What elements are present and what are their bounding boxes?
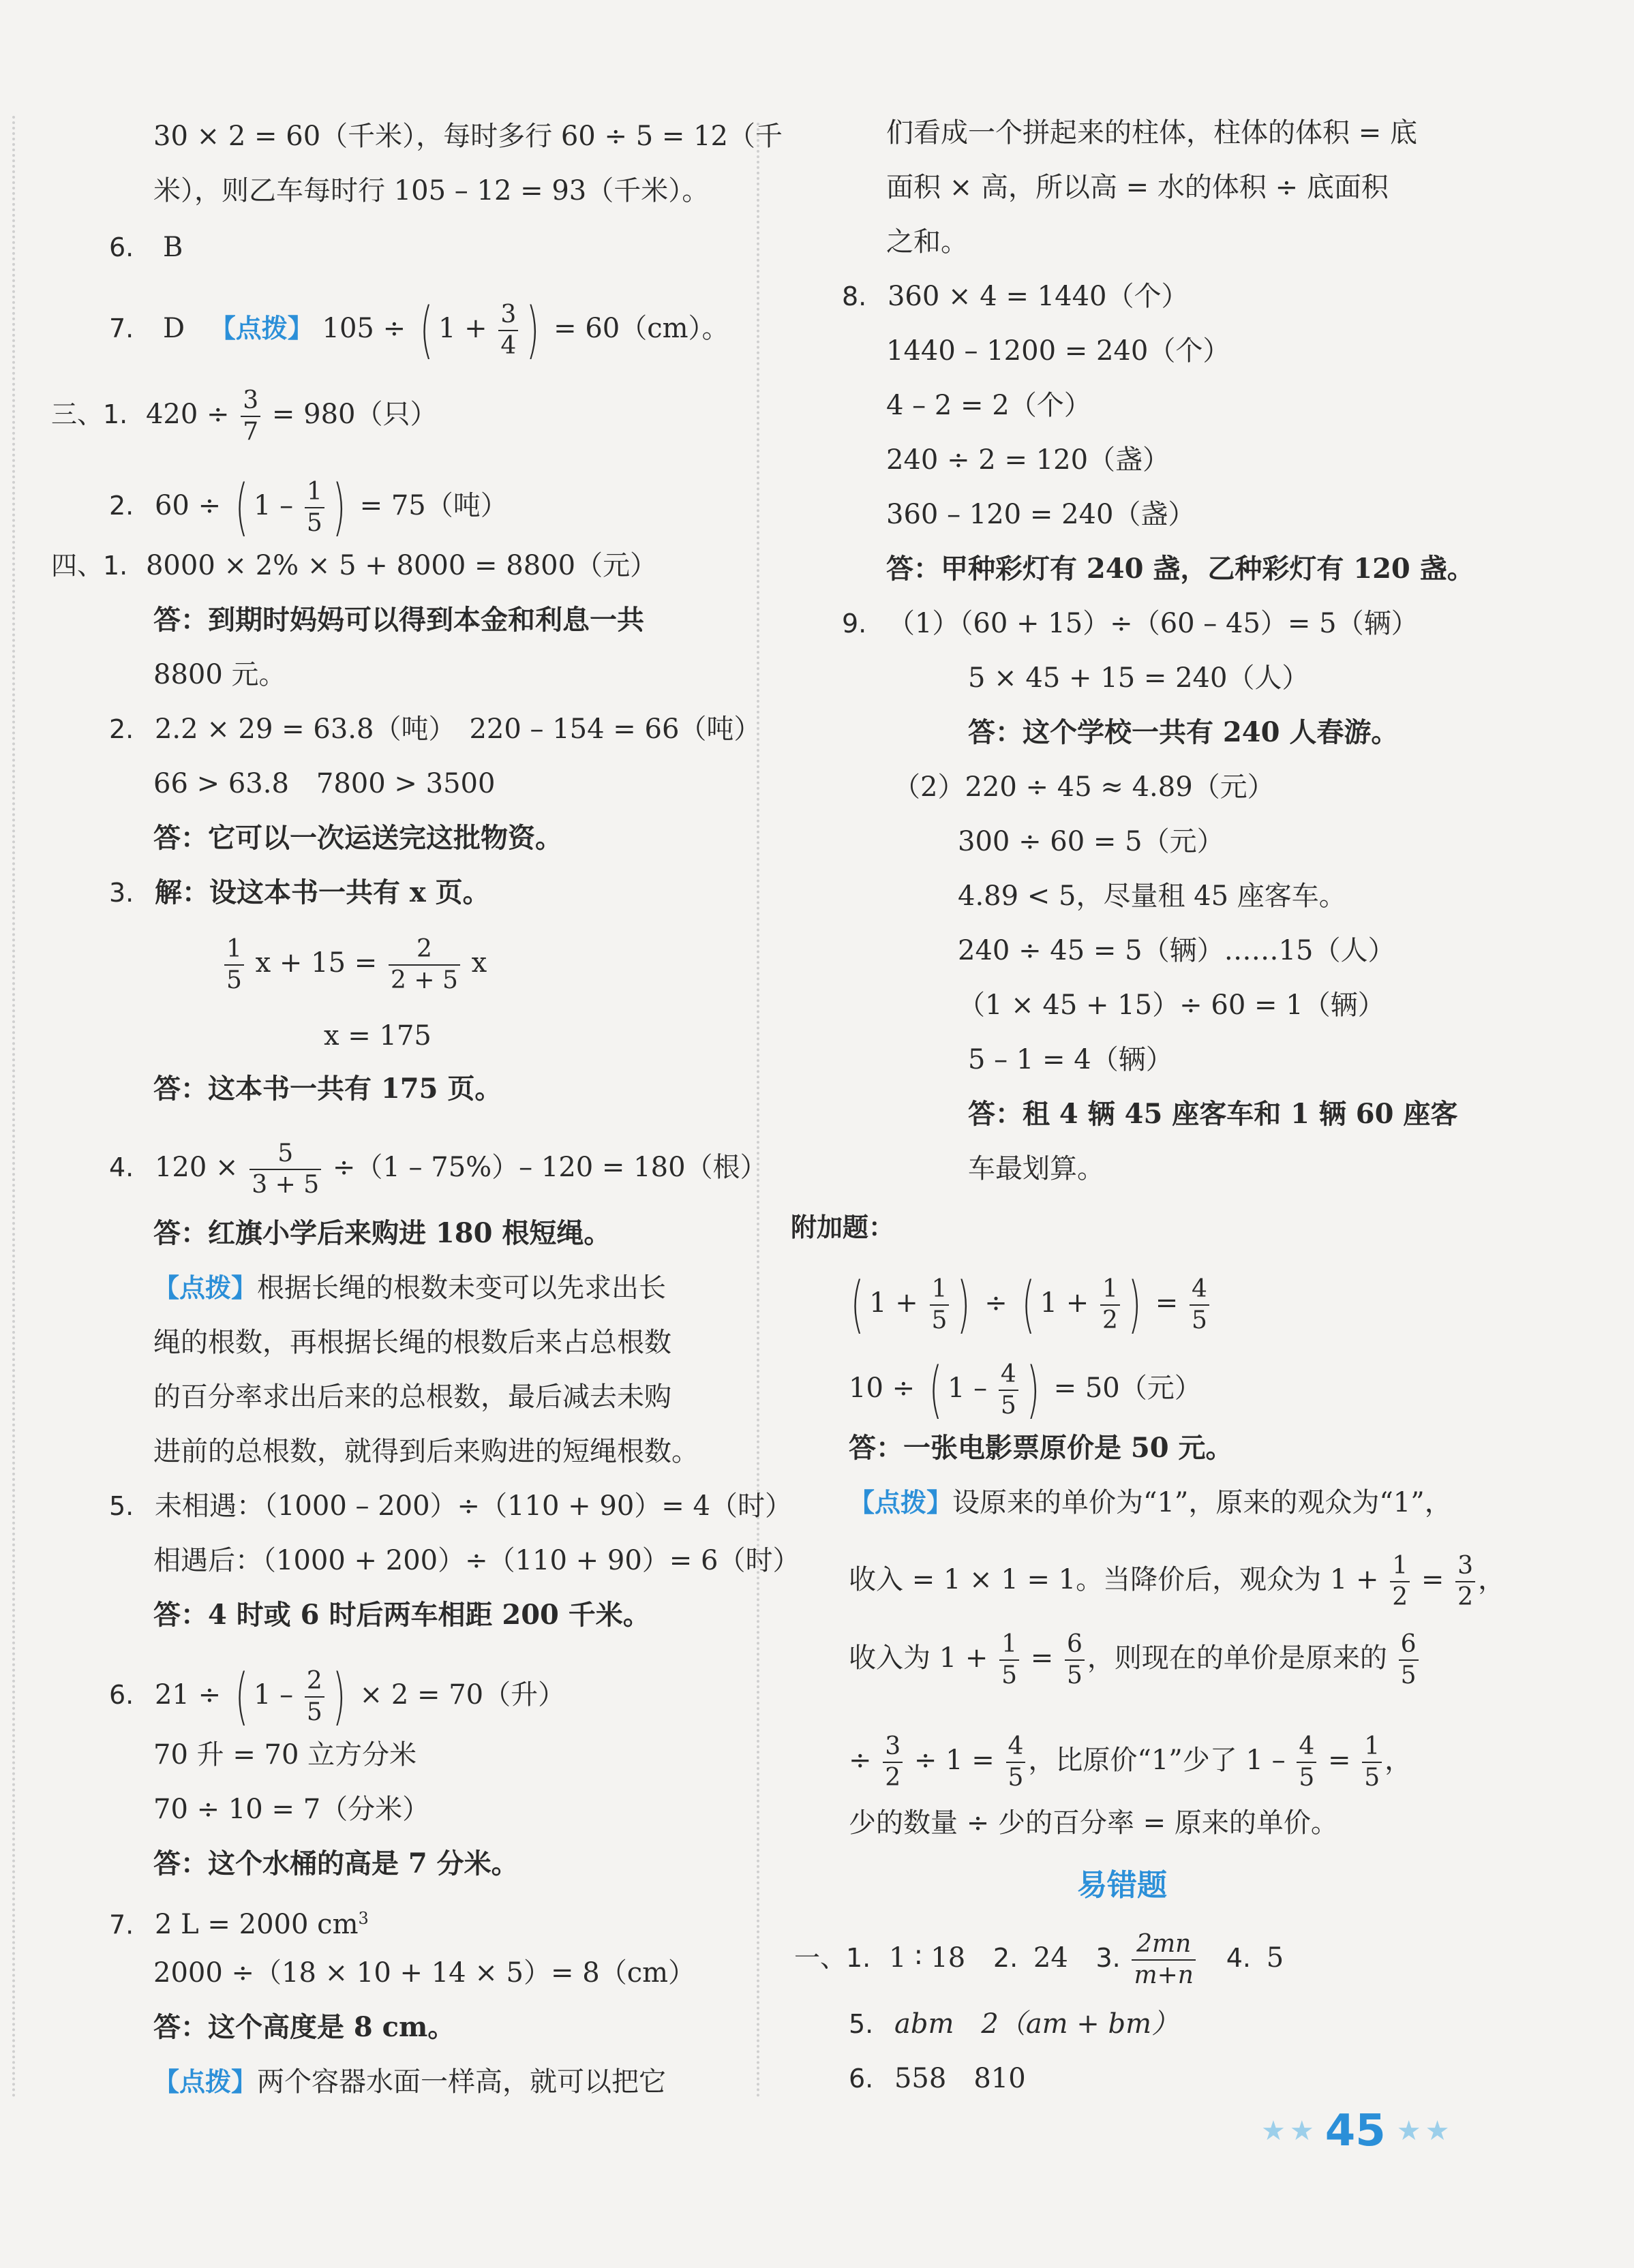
section-title: 易错题 (1077, 1868, 1167, 1903)
star-icon: ★ (1289, 2115, 1314, 2147)
tip-line: 【点拨】设原来的单价为“1”，原来的观众为“1”， (849, 1487, 1452, 1518)
fraction: $\frac{1}{5}$ (305, 480, 324, 536)
right-line-1: 们看成一个拼起来的柱体，柱体的体积 = 底 (886, 117, 1417, 149)
fraction: $\frac{6}{5}$ (1065, 1632, 1085, 1688)
fraction: $\frac{3}{2}$ (1455, 1554, 1475, 1610)
item-7-choice: 7. D 【点拨】 105 ÷ ( 1 + $\frac{3}{4}$ ) = 60（cm）。 (109, 294, 729, 366)
fraction: $\frac{6}{5}$ (1399, 1632, 1419, 1688)
fraction: $\frac{4}{5}$ (1297, 1734, 1316, 1790)
answer-line: 答：租 4 辆 45 座客车和 1 辆 60 座客 (968, 1098, 1458, 1130)
fraction: $\frac{1}{2}$ (1390, 1554, 1410, 1610)
fraction: $\frac{3}{2}$ (883, 1734, 903, 1790)
equation-line: 300 ÷ 60 = 5（元） (958, 826, 1224, 857)
equation-line: （2）220 ÷ 45 ≈ 4.89（元） (893, 771, 1275, 803)
expr-part: 105 ÷ (322, 313, 406, 344)
tip-line: 绳的根数，再根据长绳的根数后来占总根数 (153, 1327, 671, 1358)
fraction: $\frac{1}{5}$ (1362, 1734, 1382, 1790)
answer-line: 答：4 时或 6 时后两车相距 200 千米。 (153, 1599, 650, 1631)
answer-line: 答：甲种彩灯有 240 盏，乙种彩灯有 120 盏。 (886, 553, 1474, 585)
answer-line: 答：这个高度是 8 cm。 (153, 2011, 455, 2043)
expr-part: 1 + (438, 313, 487, 344)
right-line-2: 面积 × 高，所以高 = 水的体积 ÷ 底面积 (886, 172, 1389, 203)
equation-line: 1440 – 1200 = 240（个） (886, 335, 1230, 367)
item-8: 8. 360 × 4 = 1440（个） (842, 281, 1189, 312)
left-line-2: 米），则乙车每时行 105 – 12 = 93（千米）。 (153, 175, 710, 206)
section-4-item-5: 5. 未相遇：（1000 – 200）÷（110 + 90）= 4（时） (109, 1490, 792, 1522)
item-number: 7. (109, 313, 134, 343)
tip-line: 的百分率求出后来的总根数，最后减去未购 (153, 1381, 671, 1413)
item-6-choice (109, 227, 183, 268)
answer-text: D (162, 313, 185, 344)
star-icon: ★ (1396, 2115, 1421, 2147)
equation-line: 70 ÷ 10 = 7（分米） (153, 1794, 430, 1825)
equation-line: 5 × 45 + 15 = 240（人） (968, 662, 1310, 694)
equation-line: 70 升 = 70 立方分米 (153, 1739, 417, 1771)
fraction: $\frac{3}{7}$ (241, 388, 260, 444)
equation-line: 相遇后：（1000 + 200）÷（110 + 90）= 6（时） (153, 1545, 800, 1576)
bonus-equation-1: ( 1 + $\frac{1}{5}$ ) ÷ ( 1 + $\frac{1}{2}$ ) = $\frac{4}{5}$ (845, 1274, 1212, 1336)
fraction: $\frac{4}{5}$ (1006, 1734, 1026, 1790)
page-number (1261, 2106, 1450, 2156)
star-icon: ★ (1261, 2115, 1286, 2147)
fraction: $\frac{4}{5}$ (1190, 1277, 1209, 1333)
fraction: $\frac{1}{5}$ (999, 1632, 1019, 1688)
equation-line: 5 – 1 = 4（辆） (968, 1044, 1173, 1075)
answer-line: 答：这个学校一共有 240 人春游。 (968, 716, 1399, 748)
error-item-6: 6. 558 810 (849, 2063, 1026, 2094)
column-separator (757, 123, 759, 2099)
answer-line: 答：红旗小学后来购进 180 根短绳。 (153, 1217, 611, 1249)
answer-line: 答：这本书一共有 175 页。 (153, 1073, 502, 1105)
bonus-equation-2: 10 ÷ ( 1 – $\frac{4}{5}$ ) = 50（元） (849, 1354, 1202, 1426)
equation-line: 240 ÷ 45 = 5（辆）……15（人） (958, 935, 1395, 966)
equation-line: $\frac{1}{5}$ x + 15 = $\frac{2}{2 + 5}$ x (222, 937, 487, 993)
answer-text: B (162, 232, 183, 263)
page-number-value: 45 (1325, 2106, 1386, 2156)
star-icon: ★ (1425, 2115, 1450, 2147)
section-4-item-3: 3. 解：设这本书一共有 x 页。 (109, 876, 490, 908)
fraction: $\frac{4}{5}$ (999, 1362, 1018, 1418)
equation-line: 4 – 2 = 2（个） (886, 390, 1091, 421)
tip-line: 收入为 1 + $\frac{1}{5}$ = $\frac{6}{5}$ ，则现在的单价是原来的 $\frac{6}{5}$ (849, 1632, 1421, 1688)
bonus-heading: 附加题： (791, 1212, 895, 1242)
fraction: $\frac{2}{5}$ (305, 1669, 324, 1725)
section-4-item-1: 四、1. 8000 × 2% × 5 + 8000 = 8800（元） (51, 550, 658, 581)
fraction: $\frac{3}{4}$ (498, 303, 518, 358)
tip-line: ÷ $\frac{3}{2}$ ÷ 1 = $\frac{4}{5}$ ，比原价“1”少了 1 – $\frac{4}{5}$ = $\frac{1}{5}$ ， (849, 1732, 1412, 1792)
tip-line: 【点拨】两个容器水面一样高，就可以把它 (153, 2066, 667, 2098)
section-4-item-2: 2. 2.2 × 29 = 63.8（吨） 220 – 154 = 66（吨） (109, 714, 761, 745)
section-3-item-1: 三、1. 420 ÷ $\frac{3}{7}$ = 980（只） (51, 386, 438, 446)
answer-line: 答：到期时妈妈可以得到本金和利息一共 (153, 604, 644, 636)
tip-line: 少的数量 ÷ 少的百分率 = 原来的单价。 (849, 1807, 1338, 1839)
tip-line: 进前的总根数，就得到后来购进的短绳根数。 (153, 1436, 699, 1467)
expr-part: = 60（cm）。 (554, 313, 729, 344)
fraction: $\frac{1}{5}$ (224, 937, 244, 993)
fraction: $\frac{1}{2}$ (1100, 1277, 1120, 1333)
answer-line: 答：一张电影票原价是 50 元。 (849, 1432, 1233, 1464)
error-item-5: 5. abm 2（am + bm） (849, 2008, 1179, 2040)
equation-result: x = 175 (324, 1020, 432, 1052)
fraction: $\frac{2mn}{m+n}$ (1132, 1932, 1196, 1988)
section-3-item-2: 2. 60 ÷ ( 1 – $\frac{1}{5}$ ) = 75（吨） (109, 472, 508, 543)
equation-line: 2000 ÷（18 × 10 + 14 × 5）= 8（cm） (153, 1957, 696, 1989)
tip-line: 【点拨】根据长绳的根数未变可以先求出长 (153, 1272, 667, 1304)
error-item-1: 一、1. 1 ∶ 18 2. 24 3. $\frac{2mn}{m+n}$ 4. 5 (794, 1930, 1284, 1989)
left-margin-separator (12, 116, 15, 2099)
section-4-item-7: 7. 2 L = 2000 $cm^3$ (109, 1909, 369, 1941)
item-9: 9. （1）（60 + 15）÷（60 – 45）= 5（辆） (842, 608, 1419, 639)
fraction: $\frac{5}{3 + 5}$ (249, 1141, 321, 1197)
section-4-item-4: 4. 120 × $\frac{5}{3 + 5}$ ÷（1 – 75%）– 120 = 180（根） (109, 1139, 768, 1199)
answer-line: 答：它可以一次运送完这批物资。 (153, 822, 562, 854)
equation-line: 4.89 < 5，尽量租 45 座客车。 (958, 880, 1346, 912)
item-number: 6. (109, 232, 134, 262)
tip-line: 收入 = 1 × 1 = 1。当降价后，观众为 1 + $\frac{1}{2}$ = $\frac{3}{2}$ ， (849, 1552, 1506, 1611)
section-4-item-6: 6. 21 ÷ ( 1 – $\frac{2}{5}$ ) × 2 = 70（升） (109, 1661, 566, 1732)
equation-line: 360 – 120 = 240（盏） (886, 499, 1196, 530)
left-line-1: 30 × 2 = 60（千米），每时多行 60 ÷ 5 = 12（千 (153, 121, 783, 152)
equation-line: （1 × 45 + 15）÷ 60 = 1（辆） (958, 990, 1385, 1021)
answer-line-cont: 车最划算。 (968, 1153, 1104, 1184)
tip-label: 【点拨】 (209, 313, 314, 343)
fraction: $\frac{2}{2 + 5}$ (389, 937, 460, 993)
right-line-3: 之和。 (886, 226, 968, 258)
answer-line: 答：这个水桶的高是 7 分米。 (153, 1848, 519, 1880)
comparison-line: 66 > 63.8 7800 > 3500 (153, 768, 496, 799)
equation-line: 240 ÷ 2 = 120（盏） (886, 444, 1170, 476)
answer-line-cont: 8800 元。 (153, 659, 286, 690)
fraction: $\frac{1}{5}$ (930, 1277, 950, 1333)
